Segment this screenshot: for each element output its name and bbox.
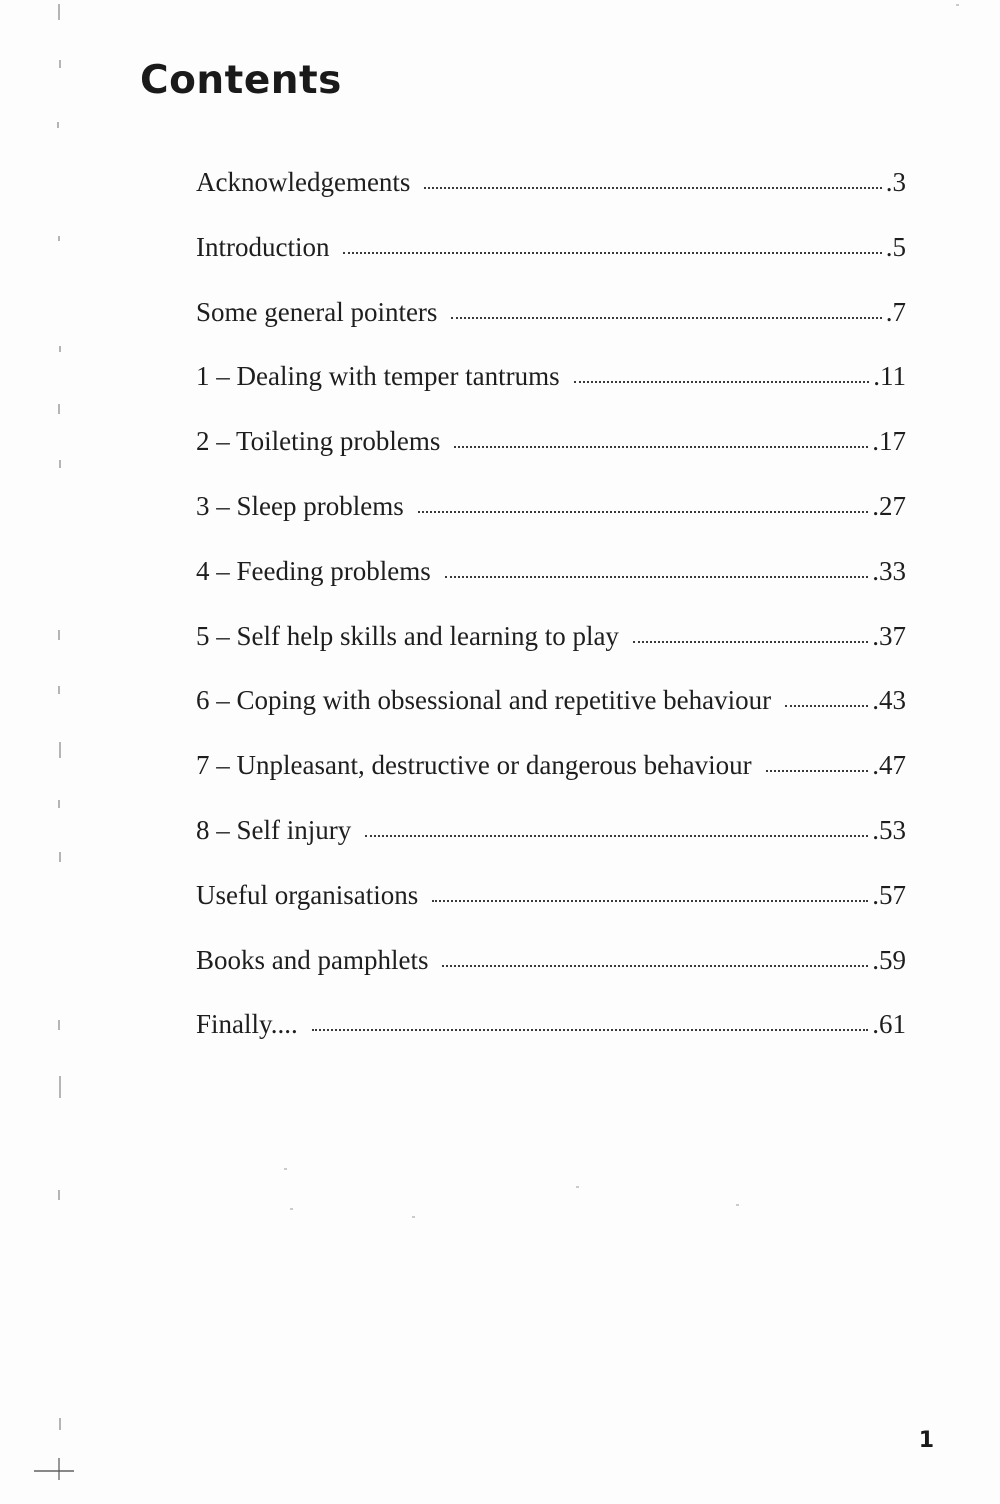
- scan-speck: [956, 4, 959, 6]
- dot-leader: [451, 317, 881, 319]
- dot-leader: [785, 705, 868, 707]
- toc-entry: [196, 810, 906, 875]
- toc-entry-label: Finally....: [196, 1009, 298, 1040]
- toc-entry-label: Books and pamphlets: [196, 944, 429, 975]
- dot-leader: [343, 252, 881, 254]
- toc-entry: [196, 356, 906, 421]
- binding-gutter: [48, 0, 78, 1504]
- toc-entry-page: .61: [872, 1009, 906, 1040]
- dot-leader: [633, 641, 868, 643]
- dot-leader: [424, 187, 881, 189]
- toc-entry-page: .57: [872, 879, 906, 910]
- toc-entry: [196, 680, 906, 745]
- toc-entry: [196, 616, 906, 681]
- toc-entry-label: 4 – Feeding problems: [196, 555, 431, 586]
- scan-speck: [284, 1168, 287, 1170]
- toc-entry-page: .33: [872, 555, 906, 586]
- toc-entry: [196, 1004, 906, 1069]
- toc-entry: [196, 162, 906, 227]
- toc-entry-label: 3 – Sleep problems: [196, 490, 404, 521]
- scan-speck: [576, 1186, 579, 1188]
- toc-entry: [196, 421, 906, 486]
- scan-speck: [736, 1204, 739, 1206]
- crop-mark: [34, 1470, 74, 1472]
- page-number: 1: [918, 1428, 934, 1453]
- toc-entry-page: .47: [872, 750, 906, 781]
- toc-entry: [196, 745, 906, 810]
- dot-leader: [454, 446, 868, 448]
- table-of-contents: [196, 162, 906, 1069]
- toc-entry-page: .37: [872, 620, 906, 651]
- toc-entry-label: 1 – Dealing with temper tantrums: [196, 361, 560, 392]
- page-title: Contents: [140, 58, 342, 103]
- dot-leader: [418, 511, 869, 513]
- toc-entry: [196, 227, 906, 292]
- dot-leader: [442, 965, 868, 967]
- toc-entry-label: 8 – Self injury: [196, 814, 352, 845]
- toc-entry-page: .11: [873, 361, 906, 392]
- toc-entry-page: .17: [872, 426, 906, 457]
- dot-leader: [432, 900, 868, 902]
- toc-entry-page: .5: [885, 231, 906, 262]
- toc-entry: [196, 486, 906, 551]
- toc-entry-label: 5 – Self help skills and learning to play: [196, 620, 619, 651]
- toc-entry-label: 7 – Unpleasant, destructive or dangerous behaviour: [196, 750, 752, 781]
- dot-leader: [365, 835, 868, 837]
- dot-leader: [766, 770, 869, 772]
- toc-entry-label: Some general pointers: [196, 296, 438, 327]
- scan-speck: [412, 1216, 415, 1218]
- toc-entry-page: .43: [872, 685, 906, 716]
- toc-entry-page: .59: [872, 944, 906, 975]
- toc-entry: [196, 940, 906, 1005]
- dot-leader: [312, 1029, 868, 1031]
- toc-entry-label: 6 – Coping with obsessional and repetitive behaviour: [196, 685, 772, 716]
- toc-entry-page: .27: [872, 490, 906, 521]
- toc-entry-label: Useful organisations: [196, 879, 419, 910]
- dot-leader: [574, 381, 870, 383]
- scan-speck: [290, 1208, 293, 1210]
- toc-entry-page: .53: [872, 814, 906, 845]
- toc-entry: [196, 292, 906, 357]
- toc-entry: [196, 551, 906, 616]
- toc-entry: [196, 875, 906, 940]
- toc-entry-label: 2 – Toileting problems: [196, 426, 441, 457]
- toc-entry-page: .3: [885, 167, 906, 197]
- dot-leader: [445, 576, 869, 578]
- toc-entry-label: Introduction: [196, 231, 330, 262]
- toc-entry-page: .7: [885, 296, 906, 327]
- toc-entry-label: Acknowledgements: [196, 167, 411, 197]
